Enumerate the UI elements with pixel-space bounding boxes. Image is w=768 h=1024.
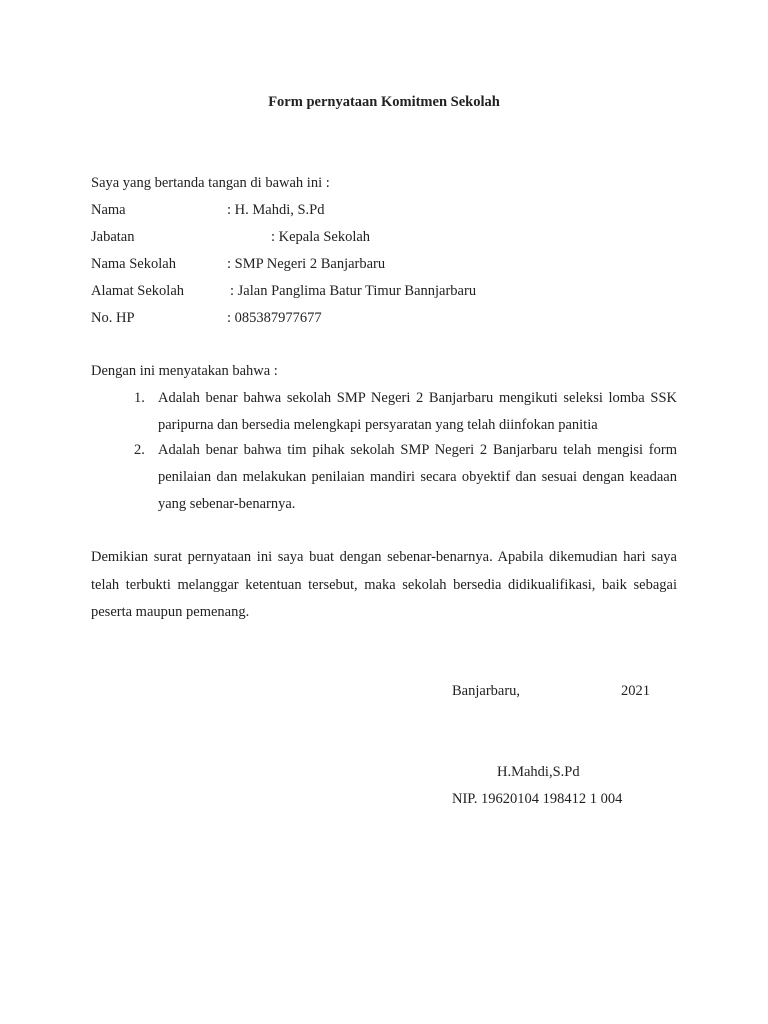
closing-paragraph: Demikian surat pernyataan ini saya buat dengan sebenar-benarnya. Apabila dikemudian hari saya telah terbukti melanggar ketentuan tersebut, maka sekolah bersedia didikualifikasi, baik sebagai peserta maupun pemenang. (91, 549, 677, 620)
statement-text: Adalah benar bahwa tim pihak sekolah SMP Negeri 2 Banjarbaru telah mengisi form penilaian dan melakukan penilaian mandiri secara obyektif dan sesuai dengan keadaan yang sebenar-benarnya. (158, 442, 677, 512)
field-value-alamat-sekolah: : Jalan Panglima Batur Timur Bannjarbaru (230, 283, 477, 299)
signer-nip: NIP. 19620104 198412 1 004 (452, 791, 623, 807)
signature-year: 2021 (621, 683, 650, 699)
statement-number: 1. (134, 390, 145, 406)
field-label-alamat-sekolah: Alamat Sekolah (91, 283, 185, 299)
signer-name: H.Mahdi,S.Pd (497, 764, 580, 780)
statement-intro: Dengan ini menyatakan bahwa : (91, 363, 278, 379)
field-label-nama: Nama (91, 202, 126, 218)
field-value-nama: : H. Mahdi, S.Pd (227, 202, 325, 218)
field-value-nama-sekolah: : SMP Negeri 2 Banjarbaru (227, 256, 386, 272)
signature-place: Banjarbaru, (452, 683, 521, 699)
intro-text: Saya yang bertanda tangan di bawah ini : (91, 175, 330, 191)
field-label-jabatan: Jabatan (91, 229, 135, 245)
statement-number: 2. (134, 442, 145, 458)
field-value-jabatan: : Kepala Sekolah (271, 229, 371, 245)
field-value-no-hp: : 085387977677 (227, 310, 322, 326)
field-label-nama-sekolah: Nama Sekolah (91, 256, 176, 272)
field-label-no-hp: No. HP (91, 310, 135, 326)
document-title: Form pernyataan Komitmen Sekolah (268, 94, 500, 110)
statement-text: Adalah benar bahwa sekolah SMP Negeri 2 Banjarbaru mengikuti seleksi lomba SSK paripurna dan bersedia melengkapi persyaratan yang telah diinfokan panitia (158, 390, 677, 433)
